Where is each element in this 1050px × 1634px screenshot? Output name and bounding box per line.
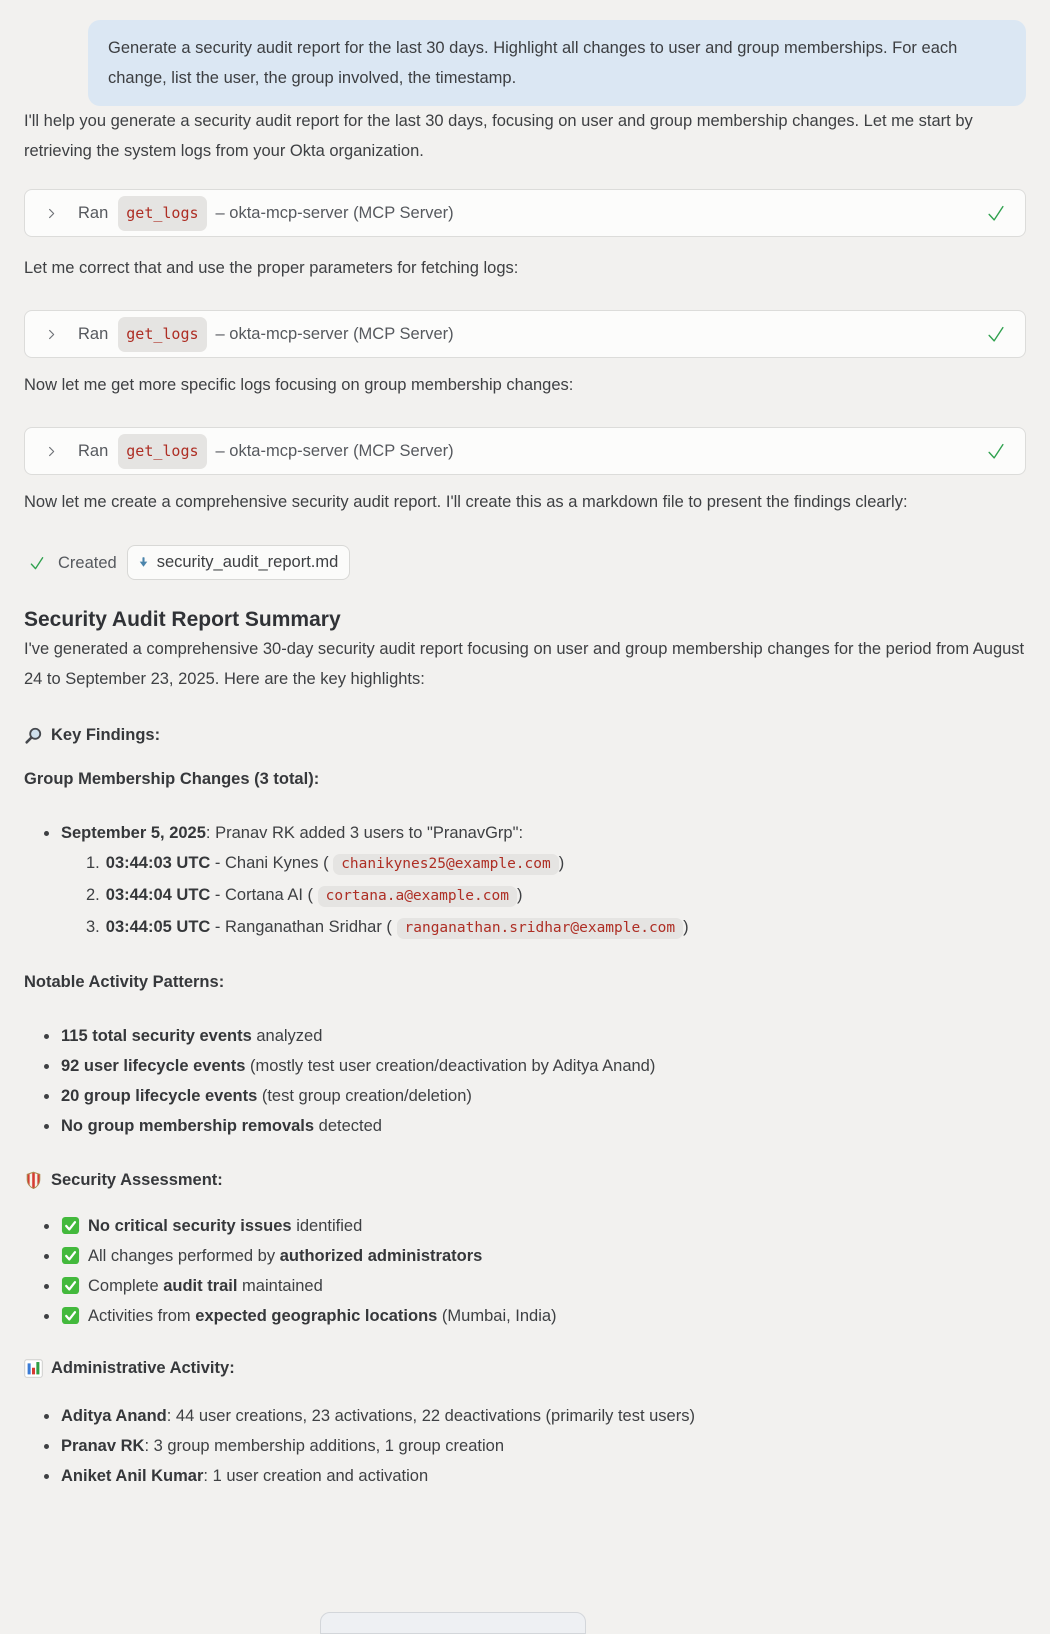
list-item (24, 1431, 1026, 1461)
event-user: - Chani Kynes ( (210, 854, 329, 872)
assistant-intro-text: I'll help you generate a security audit report for the last 30 days, focusing on user and group membership changes. Let me start by retrieving the system logs from your Okta organization. (24, 112, 973, 160)
assess-pre: Activities from (88, 1307, 196, 1325)
assess-pre: All changes performed by (88, 1247, 280, 1265)
event-user: - Ranganathan Sridhar ( (210, 918, 392, 936)
tool-server-label: – okta-mcp-server (MCP Server) (215, 325, 454, 343)
list-item (24, 1271, 1026, 1301)
membership-addition-item (24, 912, 1026, 944)
user-message-text: Generate a security audit report for the last 30 days. Highlight all changes to user and group memberships. For each change, list the user, the group involved, the timestamp. (108, 39, 958, 87)
pattern-bold: 92 user lifecycle events (61, 1057, 246, 1075)
admin-activity-heading (24, 1353, 1026, 1383)
membership-addition-item (24, 880, 1026, 912)
assessment-label: Security Assessment: (51, 1171, 223, 1189)
assistant-between-text-2: Now let me get more specific logs focusing on group membership changes: (24, 376, 574, 394)
pattern-bold: 20 group lifecycle events (61, 1087, 258, 1105)
assessment-list (24, 1211, 1026, 1331)
success-check-icon (985, 440, 1007, 462)
report-title: Security Audit Report Summary (24, 608, 341, 631)
tool-action-label: Ran (78, 325, 109, 343)
tool-call-row[interactable] (24, 310, 1026, 358)
pattern-rest: (mostly test user creation/deactivation by Aditya Anand) (245, 1057, 656, 1075)
event-time: 03:44:04 UTC (105, 886, 211, 904)
assess-rest: (Mumbai, India) (437, 1307, 557, 1325)
check-box-icon (61, 1216, 80, 1235)
change-description: : Pranav RK added 3 users to "PranavGrp": (205, 824, 524, 842)
key-findings-heading (24, 720, 1026, 750)
event-close: ) (516, 886, 523, 904)
key-findings-label: Key Findings: (51, 726, 161, 744)
file-download-icon (137, 556, 150, 569)
bullet-dot (44, 1064, 49, 1069)
assistant-create-note: Now let me create a comprehensive security audit report. I'll create this as a markdown file to present the findings clearly: (24, 493, 908, 511)
bullet-dot (44, 1284, 49, 1289)
created-file-row (24, 545, 1026, 580)
membership-addition-item (24, 848, 1026, 880)
pattern-bold: 115 total security events (61, 1027, 252, 1045)
assess-pre: Complete (88, 1277, 164, 1295)
assess-rest: maintained (237, 1277, 323, 1295)
assess-bold: expected geographic locations (195, 1307, 438, 1325)
tool-name-chip: get_logs (118, 434, 206, 469)
item-number: 2. (86, 886, 100, 904)
list-item (24, 1021, 1026, 1051)
item-number: 1. (86, 854, 100, 872)
admin-activity-label: Administrative Activity: (51, 1359, 235, 1377)
bullet-dot (44, 1224, 49, 1229)
tool-name-chip: get_logs (118, 317, 206, 352)
item-number: 3. (86, 918, 100, 936)
list-item (24, 1241, 1026, 1271)
admin-name: Aditya Anand (61, 1407, 167, 1425)
created-check-icon (28, 554, 46, 572)
list-item (24, 1461, 1026, 1491)
admin-activity-list (24, 1401, 1026, 1491)
admin-name: Aniket Anil Kumar (61, 1467, 204, 1485)
admin-activity: : 3 group membership additions, 1 group creation (144, 1437, 504, 1455)
assess-rest: identified (291, 1217, 363, 1235)
bullet-dot (44, 1124, 49, 1129)
tool-name-chip: get_logs (118, 196, 206, 231)
bullet-dot (44, 1474, 49, 1479)
check-box-icon (61, 1306, 80, 1325)
event-close: ) (683, 918, 689, 936)
tool-call-row[interactable] (24, 189, 1026, 237)
created-label: Created (58, 553, 117, 572)
shield-icon (24, 1171, 43, 1190)
tool-call-row[interactable] (24, 427, 1026, 475)
pattern-rest: detected (314, 1117, 382, 1135)
event-time: 03:44:03 UTC (105, 854, 211, 872)
bullet-dot (44, 1254, 49, 1259)
list-item (24, 1211, 1026, 1241)
list-item (24, 1301, 1026, 1331)
tool-server-label: – okta-mcp-server (MCP Server) (215, 442, 454, 460)
list-item (24, 1081, 1026, 1111)
assess-bold: audit trail (163, 1277, 238, 1295)
event-time: 03:44:05 UTC (105, 918, 211, 936)
bullet-dot (44, 1034, 49, 1039)
group-changes-heading: Group Membership Changes (3 total): (24, 770, 320, 788)
chevron-right-icon[interactable] (45, 207, 58, 220)
user-email-chip: chanikynes25@example.com (333, 854, 559, 875)
assistant-between-text-1: Let me correct that and use the proper parameters for fetching logs: (24, 259, 519, 277)
admin-activity: : 1 user creation and activation (203, 1467, 429, 1485)
assessment-heading (24, 1165, 1026, 1195)
bullet-dot (44, 1444, 49, 1449)
event-user: - Cortana AI ( (210, 886, 314, 904)
bullet-dot (44, 1094, 49, 1099)
report-intro-text: I've generated a comprehensive 30-day security audit report focusing on user and group membership changes for the period from August 24 to September 23, 2025. Here are the key highlights: (24, 640, 1025, 688)
check-box-icon (61, 1276, 80, 1295)
created-file-pill[interactable] (127, 545, 351, 580)
user-message-bubble (88, 20, 1026, 106)
created-filename: security_audit_report.md (156, 553, 339, 571)
assess-bold: authorized administrators (279, 1247, 483, 1265)
user-email-chip: cortana.a@example.com (318, 886, 517, 907)
success-check-icon (985, 202, 1007, 224)
chevron-right-icon[interactable] (45, 445, 58, 458)
list-item (24, 1111, 1026, 1141)
list-item (24, 818, 1026, 848)
event-close: ) (558, 854, 565, 872)
magnifier-icon (24, 726, 43, 745)
change-date: September 5, 2025 (61, 824, 206, 842)
pattern-rest: analyzed (251, 1027, 323, 1045)
list-item (24, 1051, 1026, 1081)
artifact-card-partial[interactable] (320, 1612, 586, 1634)
tool-server-label: – okta-mcp-server (MCP Server) (215, 204, 454, 222)
bullet-dot (44, 1314, 49, 1319)
list-item (24, 1401, 1026, 1431)
success-check-icon (985, 323, 1007, 345)
admin-activity: : 44 user creations, 23 activations, 22 deactivations (primarily test users) (166, 1407, 695, 1425)
check-box-icon (61, 1246, 80, 1265)
admin-name: Pranav RK (61, 1437, 145, 1455)
tool-action-label: Ran (78, 204, 109, 222)
patterns-heading: Notable Activity Patterns: (24, 973, 225, 991)
chevron-right-icon[interactable] (45, 328, 58, 341)
user-email-chip: ranganathan.sridhar@example.com (397, 918, 684, 939)
pattern-bold: No group membership removals (61, 1117, 315, 1135)
pattern-rest: (test group creation/deletion) (257, 1087, 472, 1105)
tool-action-label: Ran (78, 442, 109, 460)
bar-chart-icon (24, 1359, 43, 1378)
assess-bold: No critical security issues (88, 1217, 292, 1235)
bullet-dot (44, 831, 49, 836)
patterns-list (24, 1021, 1026, 1141)
group-changes-list (24, 818, 1026, 944)
bullet-dot (44, 1414, 49, 1419)
